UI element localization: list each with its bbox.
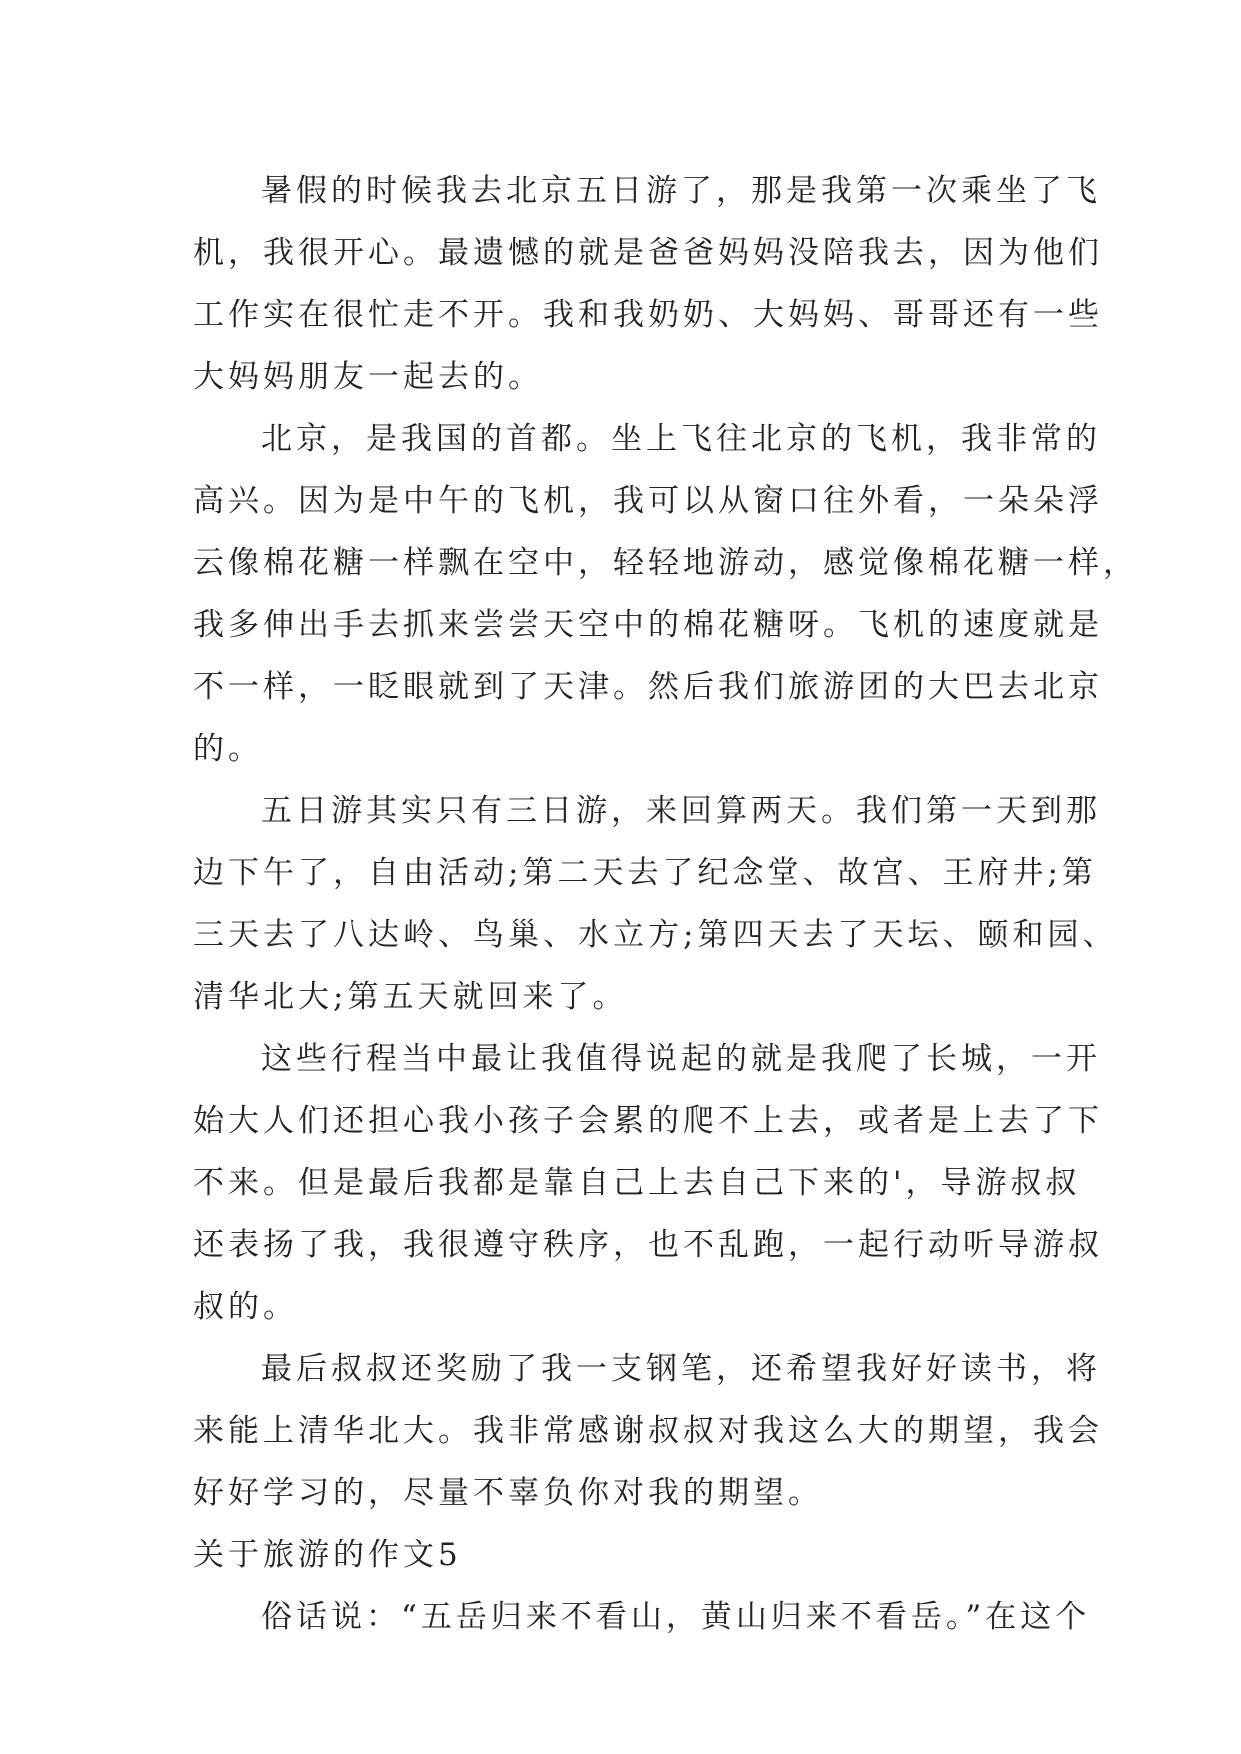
text-line: 清华北大;第五天就回来了。 xyxy=(193,979,628,1015)
text-line: 的。 xyxy=(193,731,263,767)
text-line: 我多伸出手去抓来尝尝天空中的棉花糖呀。飞机的速度就是 xyxy=(193,607,1103,643)
text-line: 不一样，一眨眼就到了天津。然后我们旅游团的大巴去北京 xyxy=(193,669,1103,705)
text-line: 大妈妈朋友一起去的。 xyxy=(193,359,543,395)
text-line: 还表扬了我，我很遵守秩序，也不乱跑，一起行动听导游叔 xyxy=(193,1227,1103,1263)
text-line: 边下午了，自由活动;第二天去了纪念堂、故宫、王府井;第 xyxy=(193,855,1097,891)
text-line: 始大人们还担心我小孩子会累的爬不上去，或者是上去了下 xyxy=(193,1103,1103,1139)
text-line: 工作实在很忙走不开。我和我奶奶、大妈妈、哥哥还有一些 xyxy=(193,297,1103,333)
text-line: 来能上清华北大。我非常感谢叔叔对我这么大的期望，我会 xyxy=(193,1413,1103,1449)
text-line: 好好学习的，尽量不辜负你对我的期望。 xyxy=(193,1475,823,1511)
text-line: 暑假的时候我去北京五日游了，那是我第一次乘坐了飞 xyxy=(261,173,1101,209)
document-body xyxy=(193,160,1138,1648)
text-line: 高兴。因为是中午的飞机，我可以从窗口往外看，一朵朵浮 xyxy=(193,483,1103,519)
paragraph xyxy=(193,160,1103,408)
text-line: 云像棉花糖一样飘在空中，轻轻地游动，感觉像棉花糖一样， xyxy=(193,545,1138,581)
text-line: 三天去了八达岭、鸟巢、水立方;第四天去了天坛、颐和园、 xyxy=(193,917,1118,953)
section-heading xyxy=(193,1524,1063,1586)
text-line: 不来。但是最后我都是靠自己上去自己下来的'，导游叔叔 xyxy=(193,1165,1081,1201)
text-line: 叔的。 xyxy=(193,1289,298,1325)
text-line: 这些行程当中最让我值得说起的就是我爬了长城，一开 xyxy=(261,1041,1101,1077)
text-line: 机，我很开心。最遗憾的就是爸爸妈妈没陪我去，因为他们 xyxy=(193,235,1103,271)
text-line: 关于旅游的作文5 xyxy=(193,1537,462,1573)
text-line: 五日游其实只有三日游，来回算两天。我们第一天到那 xyxy=(261,793,1101,829)
text-line: 北京，是我国的首都。坐上飞往北京的飞机，我非常的 xyxy=(261,421,1101,457)
paragraph xyxy=(193,1586,1091,1648)
paragraph xyxy=(193,780,1118,1028)
text-line: 最后叔叔还奖励了我一支钢笔，还希望我好好读书，将 xyxy=(261,1351,1101,1387)
text-line: 俗话说：“五岳归来不看山，黄山归来不看岳。”在这个 xyxy=(261,1599,1091,1635)
paragraph xyxy=(193,1028,1103,1338)
paragraph xyxy=(193,408,1138,780)
paragraph xyxy=(193,1338,1103,1524)
